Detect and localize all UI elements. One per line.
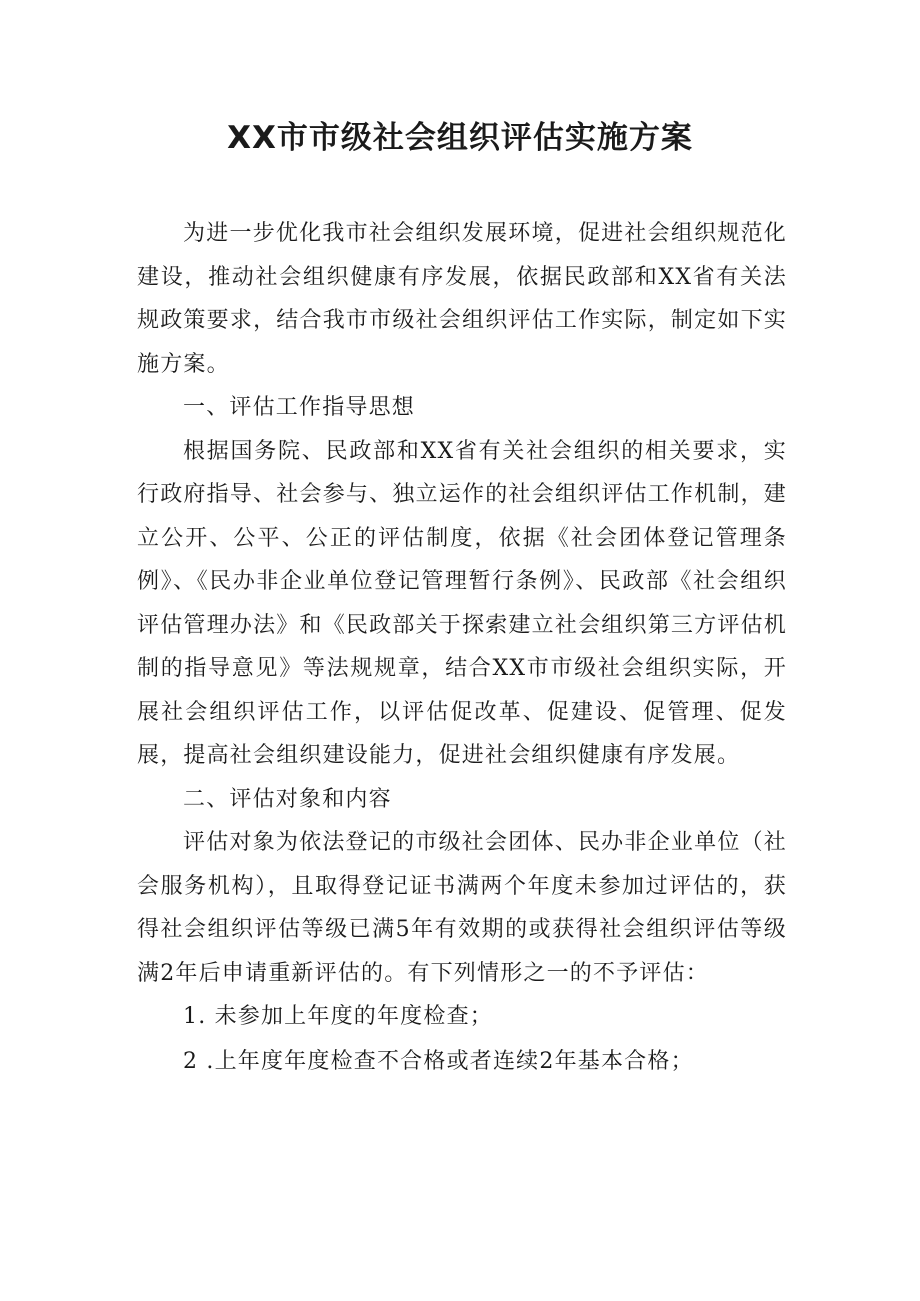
document-body: [137, 212, 787, 1083]
list-item: 1. 未参加上年度的年度检查；: [183, 1004, 493, 1029]
list-item: 2 .上年度年度检查不合格或者连续2年基本合格；: [183, 1048, 694, 1074]
section-heading-evaluation-scope: 二、评估对象和内容: [183, 786, 392, 812]
evaluation-scope-paragraph: 评估对象为依法登记的市级社会团体、民办非企业单位（社会服务机构），且取得登记证书满两个年度未参加过评估的，获得社会组织评估等级已满5年有效期的或获得社会组织评估等级满2年后申请重新评估的。有下列情形之一的不予评估：: [137, 830, 787, 986]
section-heading-guiding-ideology: 一、评估工作指导思想: [183, 395, 416, 420]
intro-paragraph: 为进一步优化我市社会组织发展环境，促进社会组织规范化建设，推动社会组织健康有序发展，依据民政部和XX省有关法规政策要求，结合我市市级社会组织评估工作实际，制定如下实施方案。: [137, 221, 787, 377]
guiding-ideology-paragraph: 根据国务院、民政部和XX省有关社会组织的相关要求，实行政府指导、社会参与、独立运作的社会组织评估工作机制，建立公开、公平、公正的评估制度，依据《社会团体登记管理条例》、《民办非企业单位登记管理暂行条例》、民政部《社会组织评估管理办法》和《民政部关于探索建立社会组织第三方评估机制的指导意见》等法规规章，结合XX市市级社会组织实际，开展社会组织评估工作，以评估促改革、促建设、促管理、促发展，提高社会组织建设能力，促进社会组织健康有序发展。: [137, 438, 787, 768]
document-title: XX市市级社会组织评估实施方案: [227, 120, 693, 156]
